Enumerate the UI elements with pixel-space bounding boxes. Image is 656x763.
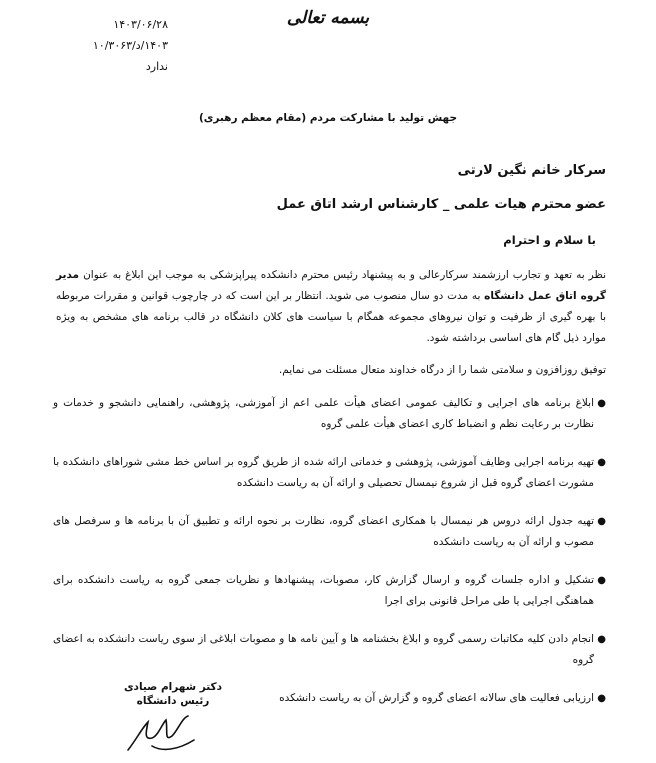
bullet-icon: ● <box>597 398 606 409</box>
addressee: سرکار خانم نگین لارتی <box>457 163 606 178</box>
bullet-icon: ● <box>597 693 606 704</box>
duty-text: تهیه جدول ارائه دروس هر نیمسال با همکاری اعضای گروه، نظارت بر نحوه ارائه و تطبیق آن با برنامه ها و سرفصل های مصوب و ارائه آن به ریاست دانشکده <box>53 515 594 548</box>
handwritten-signature-icon <box>122 710 202 758</box>
body-text-part2: به مدت دو سال منصوب می شوید. انتظار بر این است که در چارچوب قوانین و مقررات مربوطه با بهره گیری از ظرفیت و توان نیروهای مجموعه همگام با سیاست های کلان دانشگاه در قالب برنامه های مشخص به ویژه موارد ذیل گام های اساسی برداشته شود. <box>56 290 606 344</box>
letter-date: ۱۴۰۳/۰۶/۲۸ <box>113 18 168 31</box>
signer-name: دکتر شهرام صیادی <box>123 681 223 693</box>
body-text-part1: نظر به تعهد و تجارب ارزشمند سرکارعالی و به پیشنهاد رئیس محترم دانشکده پیراپزشکی به موجب این ابلاغ به عنوان <box>79 269 606 281</box>
duty-text: ارزیابی فعالیت های سالانه اعضای گروه و گزارش آن به ریاست دانشکده <box>279 692 594 704</box>
list-item <box>53 452 606 494</box>
list-item <box>53 393 606 435</box>
duty-text: تشکیل و اداره جلسات گروه و ارسال گزارش کار، مصوبات، پیشنهادها و نظریات جمعی گروه به ریاست دانشکده برای هماهنگی اجرایی یا طی مراحل قانونی برای اجرا <box>53 574 594 607</box>
list-item <box>53 629 606 671</box>
letter-attachment: ندارد <box>145 60 168 73</box>
closing-wish: توفیق روزافزون و سلامتی شما را از درگاه خداوند متعال مسئلت می نمایم. <box>278 364 606 376</box>
body-text-bold: مدیر گروه اتاق عمل دانشگاه <box>56 269 606 302</box>
letter-body <box>56 265 606 349</box>
bullet-icon: ● <box>597 457 606 468</box>
duty-text: ابلاغ برنامه های اجرایی و تکالیف عمومی اعضای هیأت علمی اعم از آموزشی، پژوهشی، راهنمایی دانشجو و خدمات و نظارت بر رعایت نظم و انضباط کاری اعضای هیأت علمی گروه <box>53 397 594 430</box>
bullet-icon: ● <box>597 634 606 645</box>
greeting: با سلام و احترام <box>503 233 596 247</box>
list-item <box>53 511 606 553</box>
signature-block <box>118 680 228 708</box>
addressee-position: عضو محترم هیات علمی _ کارشناس ارشد اتاق عمل <box>276 197 606 212</box>
bullet-icon: ● <box>597 516 606 527</box>
year-slogan: جهش تولید با مشارکت مردم (مقام معظم رهبری) <box>198 112 458 124</box>
bullet-icon: ● <box>597 575 606 586</box>
duties-list <box>53 393 606 726</box>
signer-title: رئیس دانشگاه <box>136 695 210 707</box>
basmala-heading: بسمه تعالی <box>286 8 370 28</box>
duty-text: تهیه برنامه اجرایی وظایف آموزشی، پژوهشی و خدماتی ارائه شده از طریق گروه بر اساس خط مشی شوراهای دانشکده با مشورت اعضای گروه قبل از شروع نیمسال تحصیلی و ارائه آن به ریاست دانشکده <box>53 456 594 489</box>
list-item <box>53 570 606 612</box>
letter-number: ۱۴۰۳/د/۱۰/۳۰۶۳ <box>92 39 168 52</box>
duty-text: انجام دادن کلیه مکاتبات رسمی گروه و ابلاغ بخشنامه ها و آیین نامه ها و مصوبات ابلاغی از سوی ریاست دانشکده به اعضای گروه <box>53 633 594 666</box>
